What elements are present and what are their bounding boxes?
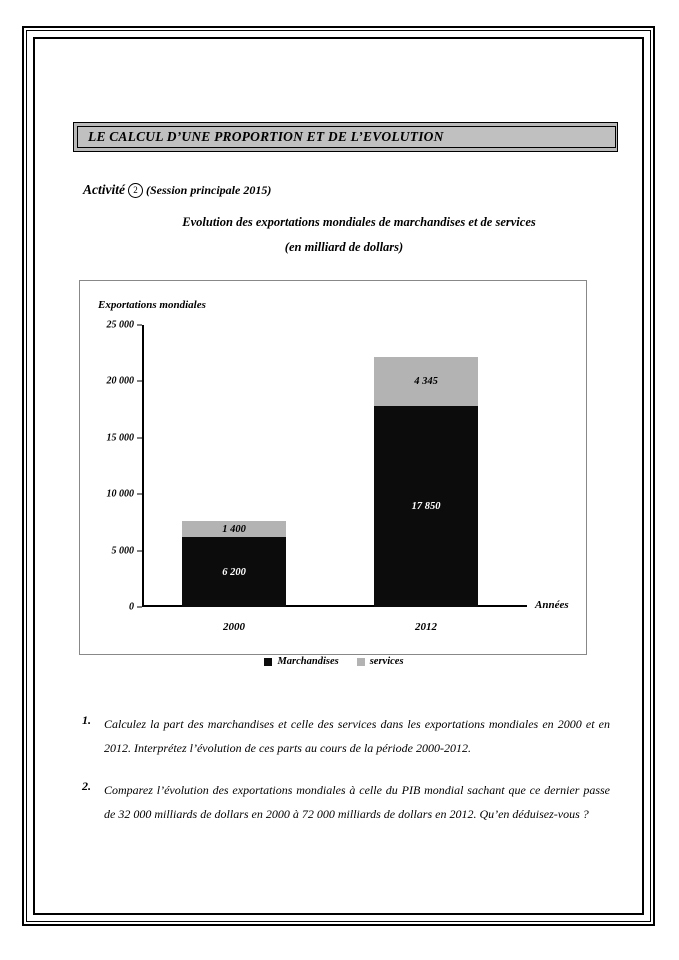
bar-group-2012 [374,357,478,607]
chart-subtitle-line1: Evolution des exportations mondiales de marchandises et de services [182,215,536,229]
question-item-2 [82,778,610,826]
question-text-2: Comparez l’évolution des exportations mondiales à celle du PIB mondial sachant que ce dernier passe de 32 000 milliards de dollars en 2000 à 72 000 milliards de dollars en 2012. Qu’en déduisez-vous ? [104,783,610,821]
bar-label-marchandises-2012: 17 850 [411,500,441,512]
legend-swatch-icon-marchandises [264,658,272,666]
activity-label: Activité [83,182,125,197]
x-axis-title: Années [535,599,569,611]
y-tick-3: 15 000 [106,432,134,444]
questions-list [82,712,610,844]
banner-title-inner [77,126,616,148]
legend-item-services [357,656,404,667]
legend-swatch-icon-services [357,658,365,666]
y-tick-mark-4 [137,381,142,382]
chart-container [79,280,587,667]
bar-label-marchandises-2000: 6 200 [222,566,246,578]
x-tick-label-2000: 2000 [223,621,245,633]
bar-segment-marchandises-2000 [182,537,286,607]
page-title: LE CALCUL D’UNE PROPORTION ET DE L’EVOLUTION [88,129,444,144]
y-tick-mark-2 [137,494,142,495]
legend-label-marchandises: Marchandises [277,656,339,667]
bar-segment-services-2000 [182,521,286,537]
bar-segment-services-2012 [374,357,478,406]
bar-label-services-2000: 1 400 [222,523,246,535]
question-number-1: 1. [82,713,91,727]
bar-label-services-2012: 4 345 [414,375,438,387]
y-tick-1: 5 000 [111,545,134,557]
x-tick-label-2012: 2012 [415,621,437,633]
chart-title: Exportations mondiales [98,299,206,311]
y-tick-mark-3 [137,437,142,438]
question-number-2: 2. [82,779,91,793]
chart-plot-area [106,319,527,613]
chart-subtitle-line2: (en milliard de dollars) [284,240,404,254]
chart-legend [80,656,588,667]
y-tick-5: 25 000 [106,319,134,331]
y-tick-0: 0 [129,601,134,613]
y-tick-mark-1 [137,550,142,551]
activity-heading [83,182,271,198]
bar-group-2000 [182,521,286,607]
question-item-1 [82,712,610,760]
y-tick-4: 20 000 [106,375,134,387]
y-tick-2: 10 000 [106,488,134,500]
y-tick-mark-5 [137,325,142,326]
activity-number-badge: 2 [128,183,143,198]
legend-label-services: services [369,656,404,667]
y-tick-mark-0 [137,607,142,608]
activity-session: (Session principale 2015) [145,183,272,197]
legend-item-marchandises [264,656,338,667]
banner-title-box [73,122,618,152]
bar-segment-marchandises-2012 [374,406,478,607]
document-content [48,52,630,900]
question-text-1: Calculez la part des marchandises et celle des services dans les exportations mondiales en 2000 et en 2012. Interprétez l’évolution de ces parts au cours de la période 2000-2012. [104,717,610,755]
